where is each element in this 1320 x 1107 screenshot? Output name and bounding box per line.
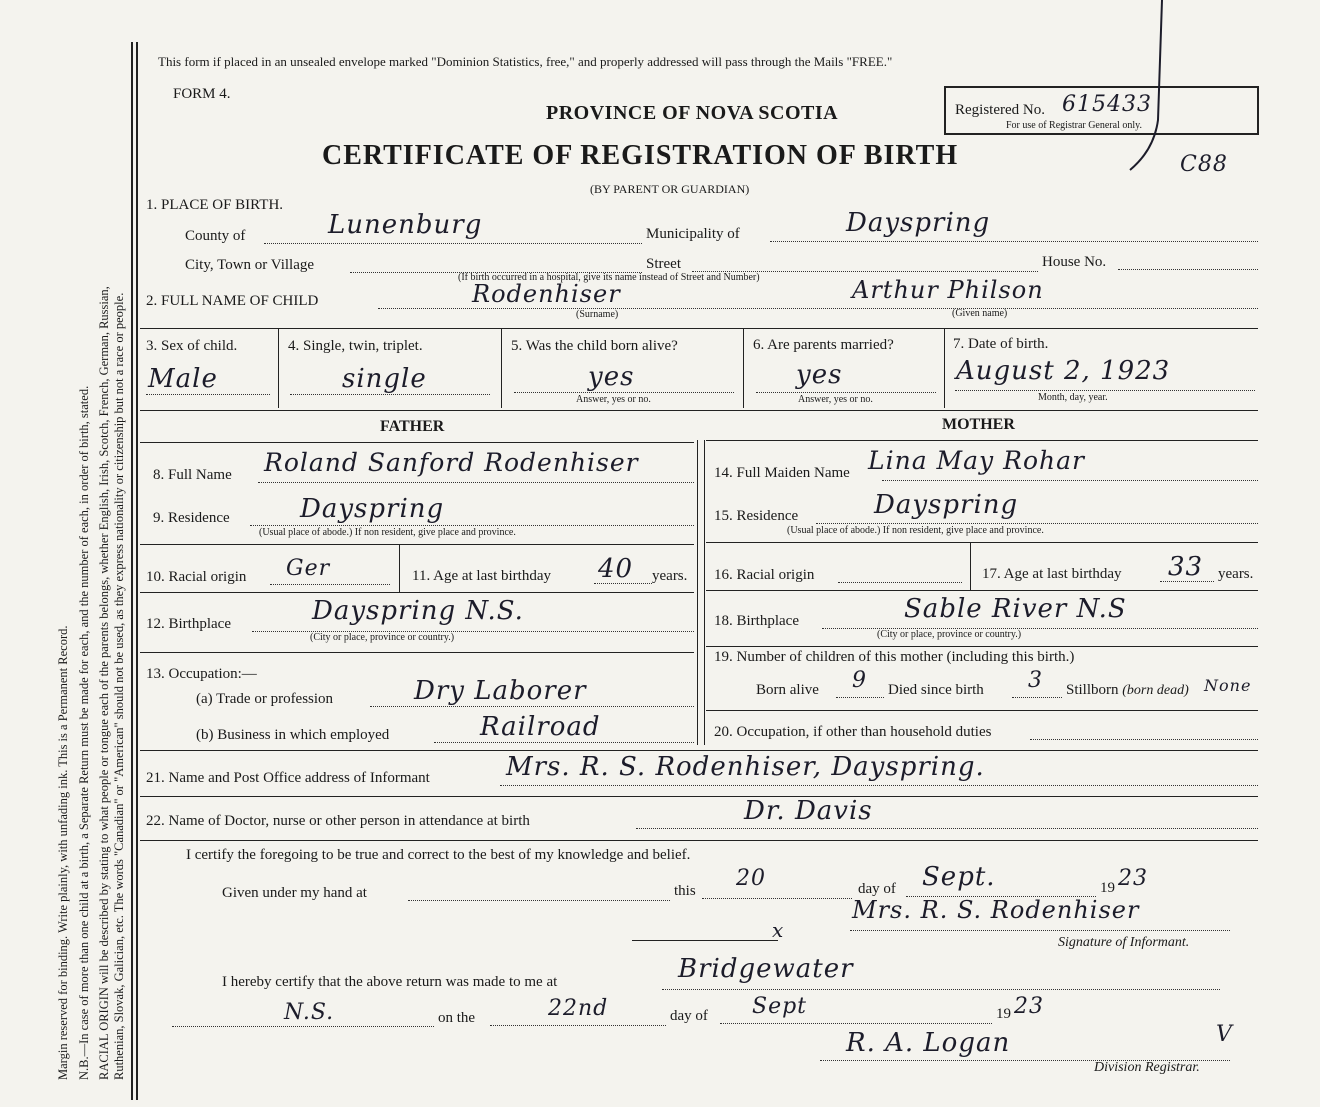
surname-label: (Surname) bbox=[576, 309, 619, 320]
mother-birthplace: Sable River N.S bbox=[904, 594, 1127, 624]
child-name-label: 2. FULL NAME OF CHILD bbox=[146, 293, 319, 309]
certify-year-prefix: 19 bbox=[1100, 880, 1115, 896]
mother-birthplace-note: (City or place, province or country.) bbox=[877, 629, 1022, 640]
registrar-month: Sept bbox=[752, 994, 808, 1019]
registrar-day: 22nd bbox=[548, 996, 609, 1021]
registrar-year: 23 bbox=[1014, 994, 1044, 1019]
father-residence-label: 9. Residence bbox=[153, 510, 230, 526]
father-trade: Dry Laborer bbox=[414, 676, 587, 706]
informant-signature-label: Signature of Informant. bbox=[1058, 935, 1190, 950]
mother-residence-note: (Usual place of abode.) If non resident, give place and province. bbox=[787, 525, 1044, 536]
dob-label: 7. Date of birth. bbox=[953, 336, 1049, 352]
plurality-value: single bbox=[342, 364, 427, 394]
certify-this-label: this bbox=[674, 883, 696, 899]
father-age-label: 11. Age at last birthday bbox=[412, 568, 551, 584]
father-birthplace: Dayspring N.S. bbox=[312, 596, 524, 626]
father-business: Railroad bbox=[480, 712, 601, 742]
mother-age-label: 17. Age at last birthday bbox=[982, 566, 1122, 582]
registrar-on-label: on the bbox=[438, 1010, 476, 1026]
registrar-year-prefix: 19 bbox=[996, 1006, 1011, 1022]
hospital-note: (If birth occurred in a hospital, give its name instead of Street and Number) bbox=[458, 272, 760, 283]
given-under-label: Given under my hand at bbox=[222, 885, 367, 901]
certificate-title: CERTIFICATE OF REGISTRATION OF BIRTH bbox=[322, 140, 959, 171]
informant-mark: x bbox=[772, 918, 785, 942]
father-trade-label: (a) Trade or profession bbox=[196, 691, 334, 707]
margin-note-4: Ruthenian, Slovak, Galician, etc. The words "Canadian" or "American" should not be used, as they express nationality or citizenship but not a race or people. bbox=[112, 292, 126, 1080]
certify-day: 20 bbox=[736, 866, 766, 891]
registrar-statement: I hereby certify that the above return was made to me at bbox=[222, 974, 558, 990]
mother-race-label: 16. Racial origin bbox=[714, 567, 815, 583]
registrar-pen-stroke bbox=[1110, 0, 1170, 180]
street-label: Street bbox=[646, 256, 681, 272]
registrar-signature: R. A. Logan bbox=[846, 1028, 1011, 1058]
place-label: 1. PLACE OF BIRTH. bbox=[146, 197, 284, 213]
registrar-dayof-label: day of bbox=[670, 1008, 708, 1024]
certify-month: Sept. bbox=[922, 862, 996, 892]
certify-year: 23 bbox=[1118, 866, 1148, 891]
margin-note-1: Margin reserved for binding. Write plainly, with unfading ink. This is a Permanent Record. bbox=[56, 625, 70, 1080]
form-number: FORM 4. bbox=[173, 86, 231, 102]
mother-occupation-label: 20. Occupation, if other than household duties bbox=[714, 724, 992, 740]
municipality-value: Dayspring bbox=[846, 208, 991, 238]
father-occupation-label: 13. Occupation:— bbox=[146, 666, 257, 682]
stillborn-label: Stillborn (born dead) bbox=[1066, 682, 1189, 698]
married-note: Answer, yes or no. bbox=[798, 394, 873, 405]
division-registrar-label: Division Registrar. bbox=[1094, 1060, 1200, 1075]
born-alive-count: 9 bbox=[852, 668, 867, 693]
registrar-province: N.S. bbox=[284, 1000, 335, 1025]
border-left-inner bbox=[136, 42, 138, 1100]
registrar-check: V bbox=[1216, 1022, 1233, 1047]
mother-name: Lina May Rohar bbox=[868, 446, 1085, 475]
sex-value: Male bbox=[148, 364, 218, 394]
registered-label: Registered No. bbox=[955, 102, 1045, 118]
died-label: Died since birth bbox=[888, 682, 984, 698]
born-alive-label: 5. Was the child born alive? bbox=[511, 338, 678, 354]
plurality-label: 4. Single, twin, triplet. bbox=[288, 338, 423, 354]
informant-value: Mrs. R. S. Rodenhiser, Dayspring. bbox=[506, 752, 985, 782]
father-name-label: 8. Full Name bbox=[153, 467, 232, 483]
sex-label: 3. Sex of child. bbox=[146, 338, 238, 354]
father-race: Ger bbox=[286, 556, 331, 581]
father-name: Roland Sanford Rodenhiser bbox=[264, 448, 639, 477]
father-birthplace-note: (City or place, province or country.) bbox=[310, 632, 455, 643]
mother-residence-label: 15. Residence bbox=[714, 508, 799, 524]
father-business-label: (b) Business in which employed bbox=[196, 727, 390, 743]
father-residence: Dayspring bbox=[300, 494, 445, 524]
mail-notice: This form if placed in an unsealed envelope marked "Dominion Statistics, free," and properly addressed will pass through the Mails "FREE." bbox=[158, 54, 893, 69]
registered-number: 615433 bbox=[1062, 92, 1152, 117]
mother-birthplace-label: 18. Birthplace bbox=[714, 613, 799, 629]
certificate-subtitle: (BY PARENT OR GUARDIAN) bbox=[590, 182, 750, 196]
corner-mark: C88 bbox=[1180, 152, 1228, 177]
province-title: PROVINCE OF NOVA SCOTIA bbox=[546, 102, 839, 124]
mother-name-label: 14. Full Maiden Name bbox=[714, 465, 850, 481]
registrar-note: For use of Registrar General only. bbox=[1006, 120, 1142, 131]
margin-note-3: RACIAL ORIGIN will be described by stating to what people or tongue each of the parents belongs, whether English, Irish, Scotch, French, German, Russian, bbox=[97, 286, 111, 1080]
registrar-place: Bridgewater bbox=[678, 954, 854, 984]
mother-residence: Dayspring bbox=[874, 490, 1019, 520]
father-race-label: 10. Racial origin bbox=[146, 569, 247, 585]
child-surname: Rodenhiser bbox=[472, 280, 621, 308]
born-alive-count-label: Born alive bbox=[756, 682, 819, 698]
mother-age: 33 bbox=[1168, 552, 1204, 582]
informant-signature: Mrs. R. S. Rodenhiser bbox=[852, 896, 1140, 924]
children-count-label: 19. Number of children of this mother (including this birth.) bbox=[714, 649, 1075, 665]
died-count: 3 bbox=[1028, 668, 1043, 693]
municipality-label: Municipality of bbox=[646, 226, 740, 242]
doctor-value: Dr. Davis bbox=[744, 796, 873, 826]
born-alive-value: yes bbox=[588, 362, 635, 392]
married-label: 6. Are parents married? bbox=[753, 337, 894, 353]
born-alive-note: Answer, yes or no. bbox=[576, 394, 651, 405]
father-heading: FATHER bbox=[380, 418, 445, 435]
certify-dayof-label: day of bbox=[858, 881, 896, 897]
stillborn-count: None bbox=[1204, 676, 1252, 695]
father-age: 40 bbox=[598, 554, 634, 584]
parents-divider bbox=[697, 440, 698, 745]
informant-label: 21. Name and Post Office address of Informant bbox=[146, 770, 430, 786]
father-age-unit: years. bbox=[652, 568, 688, 584]
border-left bbox=[131, 42, 133, 1100]
dob-note: Month, day, year. bbox=[1038, 392, 1108, 403]
married-value: yes bbox=[796, 360, 843, 390]
doctor-label: 22. Name of Doctor, nurse or other person in attendance at birth bbox=[146, 813, 530, 829]
given-name-label: (Given name) bbox=[952, 308, 1008, 319]
child-given-name: Arthur Philson bbox=[852, 276, 1044, 304]
margin-note-2: N.B.—In case of more than one child at a birth, a Separate Return must be made for each, and the number of each, in order of birth, stated. bbox=[77, 385, 91, 1080]
dob-value: August 2, 1923 bbox=[956, 356, 1171, 386]
mother-heading: MOTHER bbox=[942, 416, 1015, 433]
mother-age-unit: years. bbox=[1218, 566, 1254, 582]
father-residence-note: (Usual place of abode.) If non resident, give place and province. bbox=[259, 527, 516, 538]
city-label: City, Town or Village bbox=[185, 257, 315, 273]
house-label: House No. bbox=[1042, 254, 1107, 270]
county-label: County of bbox=[185, 228, 246, 244]
father-birthplace-label: 12. Birthplace bbox=[146, 616, 231, 632]
certify-statement: I certify the foregoing to be true and correct to the best of my knowledge and belief. bbox=[186, 847, 691, 863]
county-value: Lunenburg bbox=[328, 210, 483, 240]
